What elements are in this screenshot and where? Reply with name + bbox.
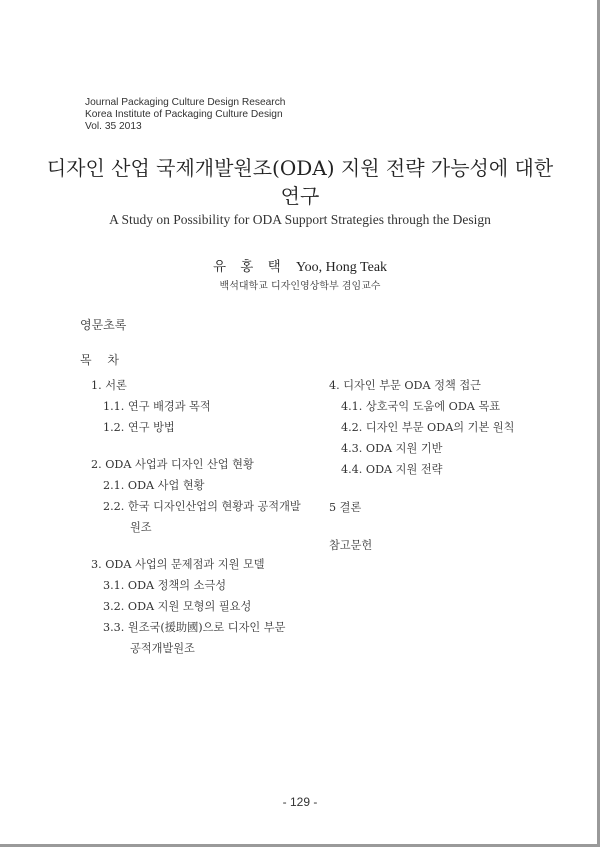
toc-section-4-4: 4.4. ODA 지원 전략 [341,463,443,476]
toc-section-2-2 [91,496,321,538]
page-number: - 129 - [282,795,318,809]
paper-title-korean [40,154,560,210]
institute-name: Korea Institute of Packaging Culture Design [85,109,283,120]
toc-section-3-1: 3.1. ODA 정책의 소극성 [103,579,227,592]
toc-references: 참고문헌 [329,539,373,552]
author-name-korean: 유 홍 택 [212,259,286,275]
abstract-heading: 영문초록 [80,318,127,332]
toc-right-column [329,375,549,556]
toc-section-2-2-line2: 원조 [130,521,152,534]
title-line-1: 디자인 산업 국제개발원조(ODA) 지원 전략 가능성에 대한 [46,156,554,180]
toc-section-3: 3. ODA 사업의 문제점과 지원 모델 [91,558,265,571]
toc-section-3-2: 3.2. ODA 지원 모형의 필요성 [103,600,252,613]
toc-section-3-3-line2: 공적개발원조 [130,642,195,655]
toc-section-4-1: 4.1. 상호국익 도움에 ODA 목표 [341,400,501,413]
toc-section-1-2: 1.2. 연구 방법 [103,421,175,434]
toc-section-1-1: 1.1. 연구 배경과 목적 [103,400,211,413]
toc-left-column [91,375,321,659]
toc-section-3-3-line1: 3.3. 원조국(援助國)으로 디자인 부문 [103,621,286,634]
toc-section-2-1: 2.1. ODA 사업 현황 [103,479,205,492]
toc-section-2-2-line1: 2.2. 한국 디자인산업의 현황과 공적개발 [103,500,301,513]
journal-title: Journal Packaging Culture Design Research [85,97,286,108]
toc-section-4: 4. 디자인 부문 ODA 정책 접근 [329,379,481,392]
paper-title-english: A Study on Possibility for ODA Support Strategies through the Design [109,212,491,227]
volume-info: Vol. 35 2013 [85,121,142,132]
toc-section-4-2: 4.2. 디자인 부문 ODA의 기본 원칙 [341,421,515,434]
toc-section-5: 5 결론 [329,501,362,514]
toc-section-4-3: 4.3. ODA 지원 기반 [341,442,443,455]
author-name-english: Yoo, Hong Teak [295,260,388,275]
toc-heading: 목 차 [80,353,125,367]
toc-section-1: 1. 서론 [91,379,127,392]
toc-section-3-3 [91,617,321,659]
author-affiliation: 백석대학교 디자인영상학부 겸임교수 [219,281,381,292]
author-line [40,255,560,276]
title-line-2: 연구 [280,184,320,208]
toc-section-2: 2. ODA 사업과 디자인 산업 현황 [91,458,254,471]
journal-header [85,97,285,133]
